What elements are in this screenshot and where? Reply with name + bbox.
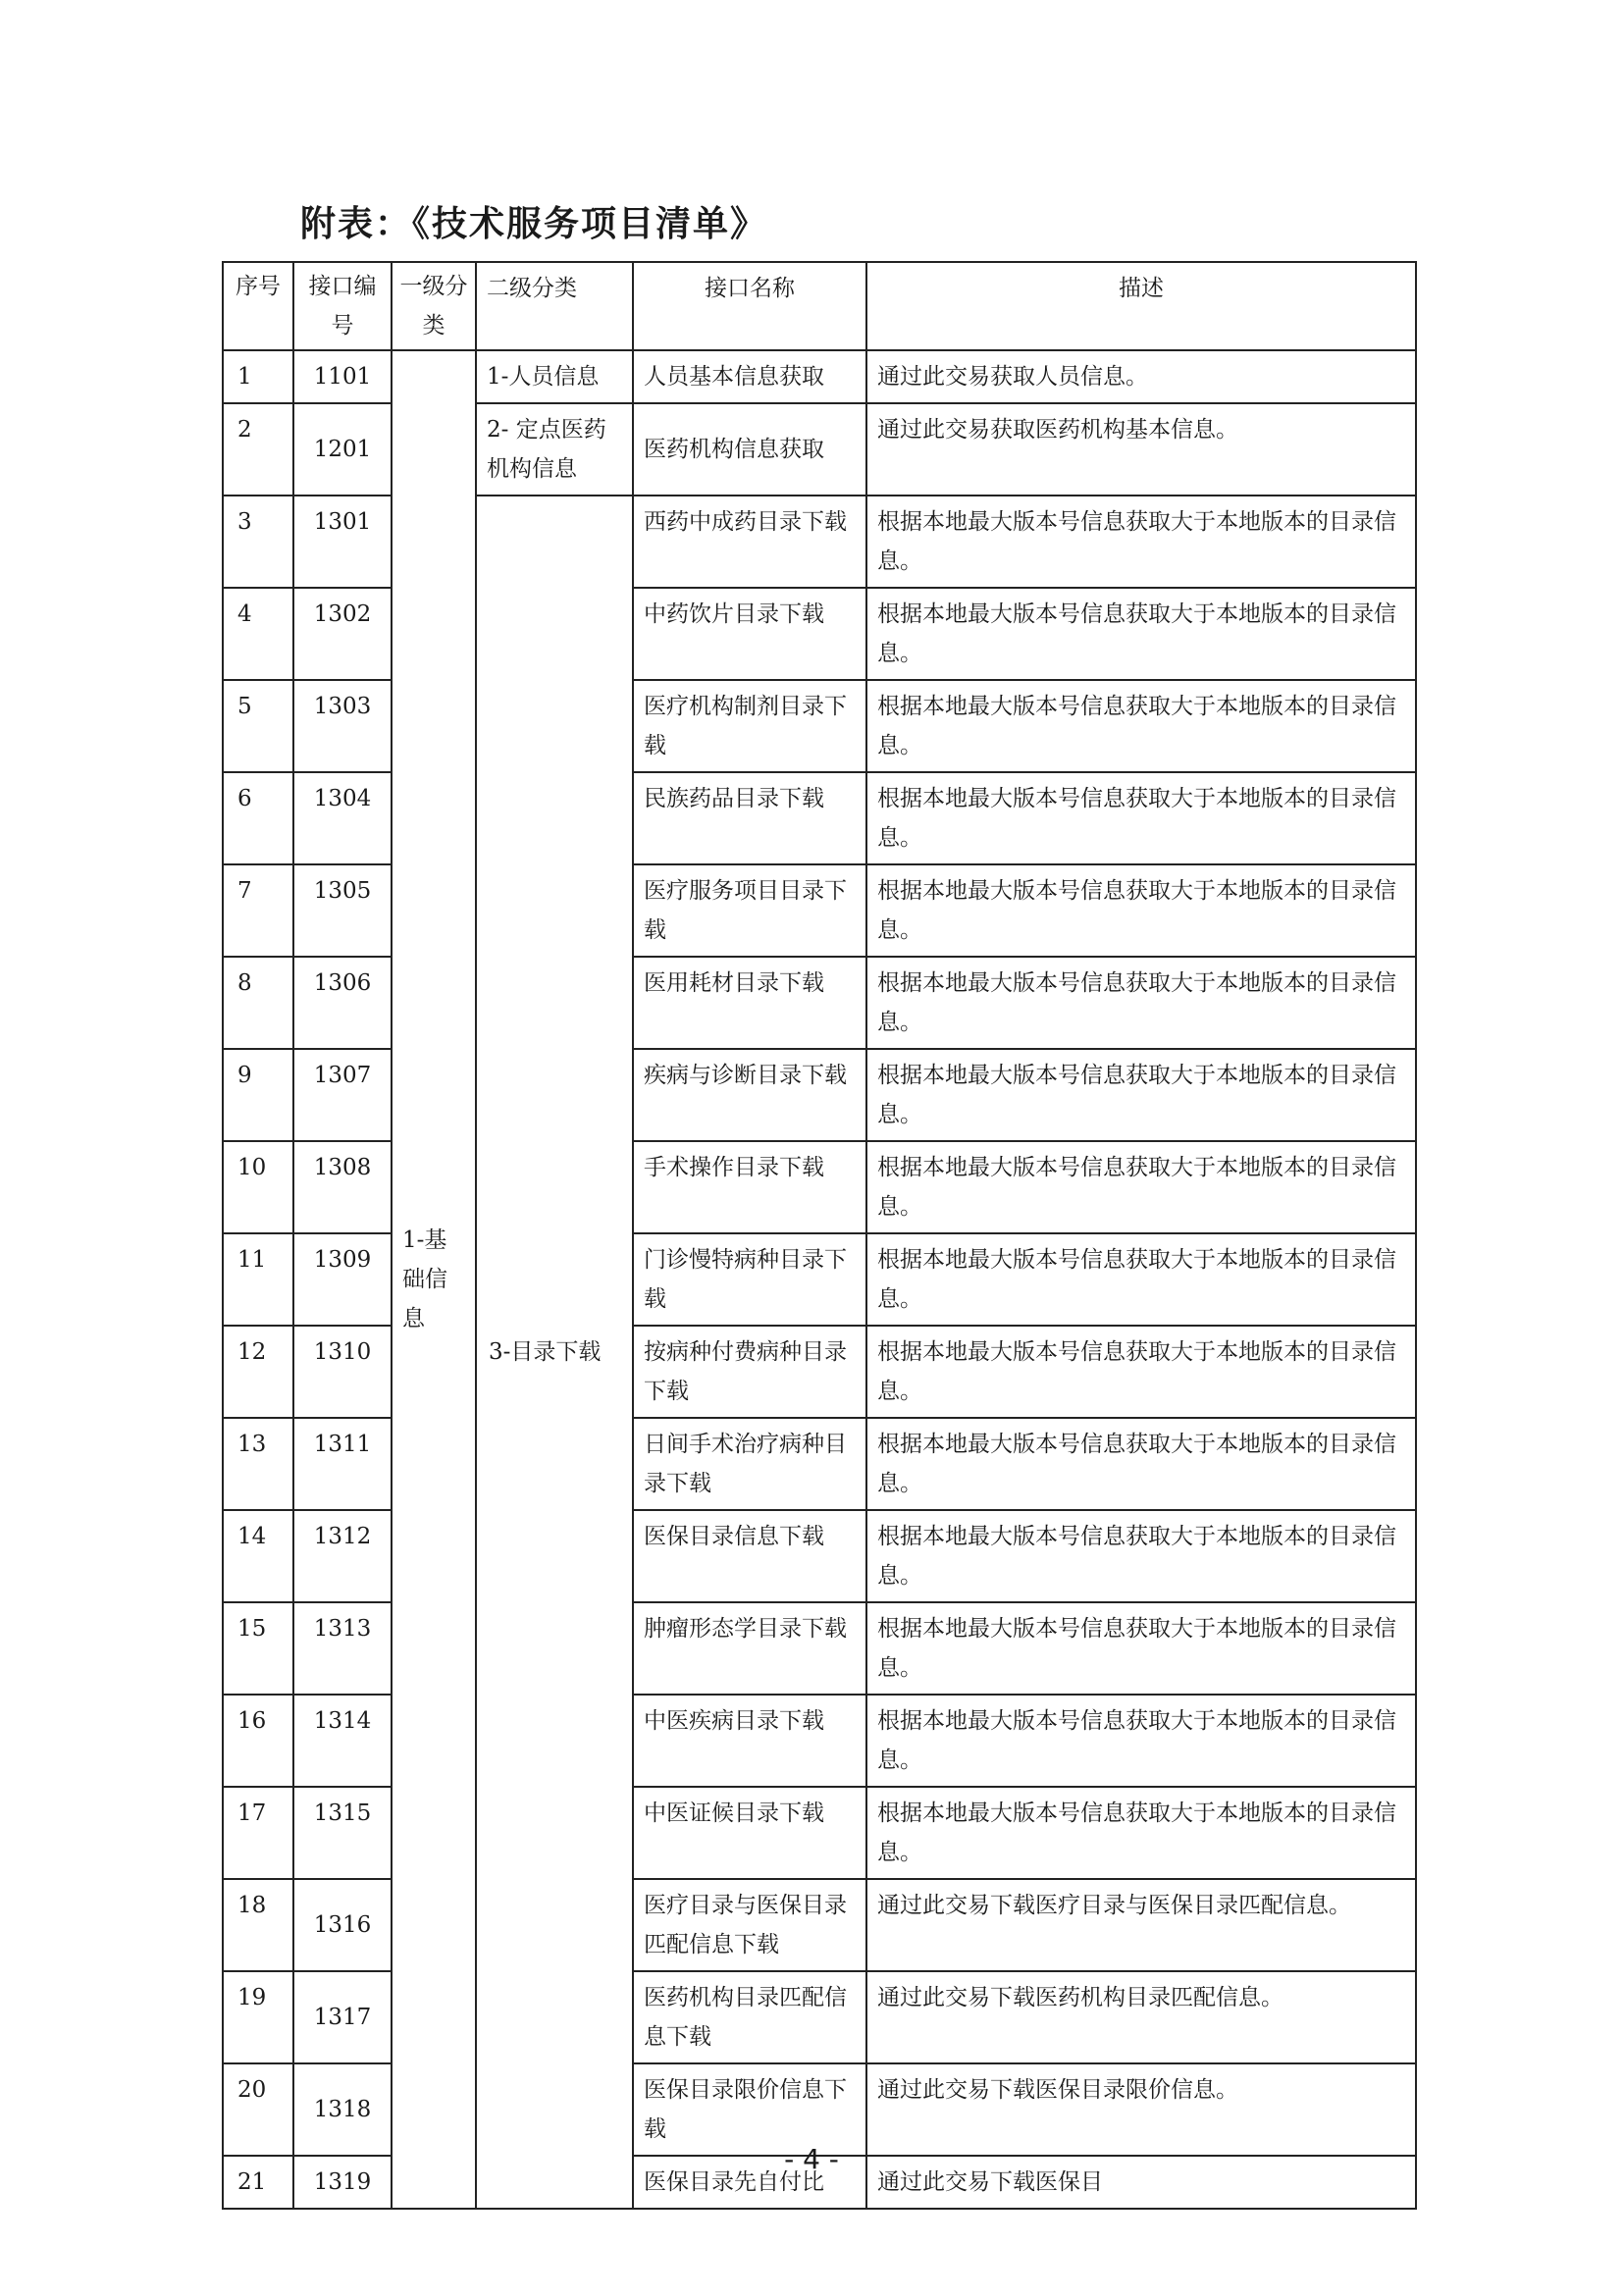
row-code: 1303 <box>293 680 392 772</box>
row-desc: 根据本地最大版本号信息获取大于本地版本的目录信息。 <box>866 1233 1416 1326</box>
row-code: 1310 <box>293 1326 392 1418</box>
row-name: 日间手术治疗病种目录下载 <box>633 1418 866 1510</box>
row-code: 1311 <box>293 1418 392 1510</box>
row-name: 医保目录限价信息下载 <box>633 2063 866 2156</box>
header-level2: 二级分类 <box>476 262 633 350</box>
row-code: 1307 <box>293 1049 392 1141</box>
row-seq: 2 <box>223 403 293 496</box>
row-code: 1301 <box>293 496 392 588</box>
row-desc: 通过此交易下载医药机构目录匹配信息。 <box>866 1971 1416 2063</box>
row-name: 医疗目录与医保目录匹配信息下载 <box>633 1879 866 1971</box>
row-seq: 8 <box>223 957 293 1049</box>
row-code: 1201 <box>293 403 392 496</box>
row-desc: 根据本地最大版本号信息获取大于本地版本的目录信息。 <box>866 864 1416 957</box>
row-name: 中医证候目录下载 <box>633 1787 866 1879</box>
row-desc: 根据本地最大版本号信息获取大于本地版本的目录信息。 <box>866 772 1416 864</box>
row-desc: 根据本地最大版本号信息获取大于本地版本的目录信息。 <box>866 1049 1416 1141</box>
row-code: 1304 <box>293 772 392 864</box>
page-title: 附表：《技术服务项目清单》 <box>300 204 768 244</box>
row-seq: 6 <box>223 772 293 864</box>
row-seq: 13 <box>223 1418 293 1510</box>
row-seq: 5 <box>223 680 293 772</box>
row-name: 中医疾病目录下载 <box>633 1695 866 1787</box>
row-desc: 根据本地最大版本号信息获取大于本地版本的目录信息。 <box>866 957 1416 1049</box>
row-name: 西药中成药目录下载 <box>633 496 866 588</box>
header-code: 接口编号 <box>293 262 392 350</box>
level1-category: 1-基础信息 <box>392 350 476 2209</box>
level2-category: 2- 定点医药机构信息 <box>476 403 633 496</box>
row-name: 医保目录信息下载 <box>633 1510 866 1602</box>
row-name: 医疗机构制剂目录下载 <box>633 680 866 772</box>
row-seq: 9 <box>223 1049 293 1141</box>
row-code: 1305 <box>293 864 392 957</box>
row-seq: 15 <box>223 1602 293 1695</box>
row-seq: 1 <box>223 350 293 403</box>
row-code: 1319 <box>293 2156 392 2209</box>
row-seq: 20 <box>223 2063 293 2156</box>
row-name: 医用耗材目录下载 <box>633 957 866 1049</box>
level2-category: 1-人员信息 <box>476 350 633 403</box>
header-name: 接口名称 <box>633 262 866 350</box>
row-code: 1101 <box>293 350 392 403</box>
row-desc: 根据本地最大版本号信息获取大于本地版本的目录信息。 <box>866 680 1416 772</box>
row-name: 医疗服务项目目录下载 <box>633 864 866 957</box>
row-desc: 通过此交易下载医保目 <box>866 2156 1416 2209</box>
row-seq: 21 <box>223 2156 293 2209</box>
row-desc: 根据本地最大版本号信息获取大于本地版本的目录信息。 <box>866 1695 1416 1787</box>
row-code: 1309 <box>293 1233 392 1326</box>
row-seq: 16 <box>223 1695 293 1787</box>
row-code: 1313 <box>293 1602 392 1695</box>
row-code: 1318 <box>293 2063 392 2156</box>
row-seq: 7 <box>223 864 293 957</box>
row-name: 中药饮片目录下载 <box>633 588 866 680</box>
row-seq: 17 <box>223 1787 293 1879</box>
row-desc: 根据本地最大版本号信息获取大于本地版本的目录信息。 <box>866 1141 1416 1233</box>
row-seq: 18 <box>223 1879 293 1971</box>
header-seq: 序号 <box>223 262 293 350</box>
row-desc: 根据本地最大版本号信息获取大于本地版本的目录信息。 <box>866 588 1416 680</box>
row-desc: 通过此交易下载医保目录限价信息。 <box>866 2063 1416 2156</box>
row-desc: 根据本地最大版本号信息获取大于本地版本的目录信息。 <box>866 1418 1416 1510</box>
row-seq: 19 <box>223 1971 293 2063</box>
row-desc: 通过此交易下载医疗目录与医保目录匹配信息。 <box>866 1879 1416 1971</box>
row-seq: 14 <box>223 1510 293 1602</box>
row-desc: 通过此交易获取人员信息。 <box>866 350 1416 403</box>
row-name: 医药机构信息获取 <box>633 403 866 496</box>
table-row <box>223 350 1416 403</box>
row-seq: 11 <box>223 1233 293 1326</box>
row-code: 1308 <box>293 1141 392 1233</box>
row-seq: 4 <box>223 588 293 680</box>
row-code: 1317 <box>293 1971 392 2063</box>
row-seq: 12 <box>223 1326 293 1418</box>
row-seq: 10 <box>223 1141 293 1233</box>
row-desc: 根据本地最大版本号信息获取大于本地版本的目录信息。 <box>866 1602 1416 1695</box>
row-name: 手术操作目录下载 <box>633 1141 866 1233</box>
row-name: 医药机构目录匹配信息下载 <box>633 1971 866 2063</box>
header-desc: 描述 <box>866 262 1416 350</box>
row-name: 肿瘤形态学目录下载 <box>633 1602 866 1695</box>
row-desc: 根据本地最大版本号信息获取大于本地版本的目录信息。 <box>866 1326 1416 1418</box>
row-name: 人员基本信息获取 <box>633 350 866 403</box>
row-code: 1302 <box>293 588 392 680</box>
row-code: 1314 <box>293 1695 392 1787</box>
row-desc: 根据本地最大版本号信息获取大于本地版本的目录信息。 <box>866 496 1416 588</box>
table-header-row <box>223 262 1416 350</box>
page-number: - 4 - <box>784 2143 839 2175</box>
row-name: 医保目录先自付比 <box>633 2156 866 2209</box>
row-desc: 根据本地最大版本号信息获取大于本地版本的目录信息。 <box>866 1510 1416 1602</box>
row-name: 疾病与诊断目录下载 <box>633 1049 866 1141</box>
row-code: 1316 <box>293 1879 392 1971</box>
service-items-table <box>222 261 1417 2210</box>
row-code: 1315 <box>293 1787 392 1879</box>
row-desc: 根据本地最大版本号信息获取大于本地版本的目录信息。 <box>866 1787 1416 1879</box>
row-code: 1306 <box>293 957 392 1049</box>
row-name: 民族药品目录下载 <box>633 772 866 864</box>
header-level1: 一级分类 <box>392 262 476 350</box>
level2-category: 3-目录下载 <box>476 496 633 2209</box>
row-seq: 3 <box>223 496 293 588</box>
row-code: 1312 <box>293 1510 392 1602</box>
row-name: 门诊慢特病种目录下载 <box>633 1233 866 1326</box>
row-desc: 通过此交易获取医药机构基本信息。 <box>866 403 1416 496</box>
row-name: 按病种付费病种目录下载 <box>633 1326 866 1418</box>
